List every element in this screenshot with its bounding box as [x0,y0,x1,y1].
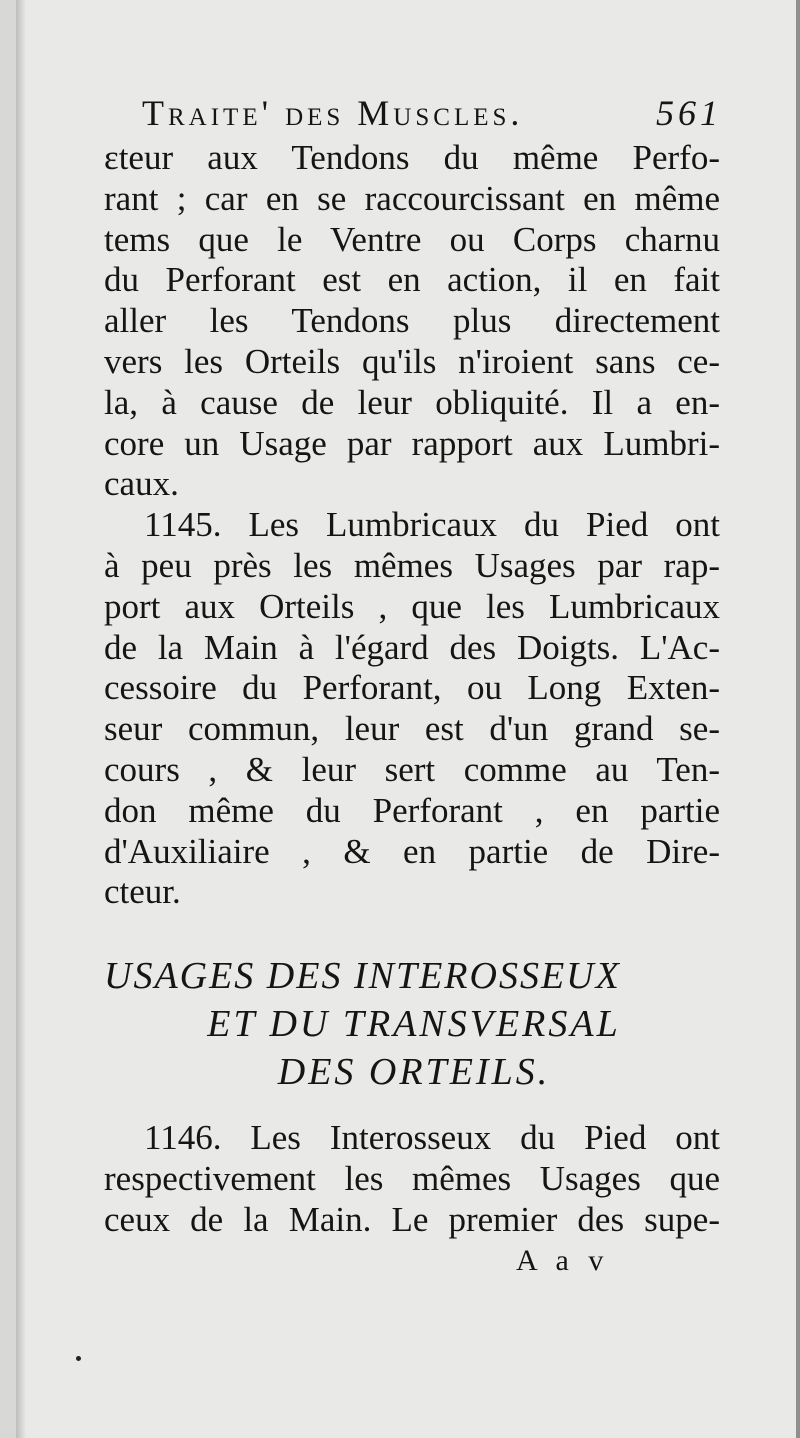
body-text [104,138,720,913]
text-line: 1145. Les Lumbricaux du Pied ont [144,505,720,545]
text-line: ɛteur aux Tendons du même Perfo- [104,138,720,177]
text-line: cessoire du Perforant, ou Long Exten- [104,668,720,708]
ink-speck [76,1356,81,1361]
text-line: la, à cause de leur obliquité. Il a en- [104,382,720,422]
text-line: cours , & leur sert comme au Ten- [104,749,720,789]
text-line: d'Auxiliaire , & en partie de Dire- [104,831,720,871]
section-heading [104,952,724,1096]
text-line: de la Main à l'égard des Doigts. L'Ac- [104,627,720,667]
text-line: à peu près les mêmes Usages par rap- [104,545,720,585]
text-line: seur commun, leur est d'un grand se- [104,709,720,749]
text-line: 1146. Les Interosseux du Pied ont [144,1118,720,1157]
text-line: caux. [104,464,179,504]
running-head-title: Traite' des Muscles. [142,93,524,133]
running-head [142,92,722,134]
text-line: don même du Perforant , en partie [104,790,720,830]
book-page [16,0,800,1438]
text-line: tems que le Ventre ou Corps charnu [104,219,720,259]
text-line: du Perforant est en action, il en fait [104,260,720,300]
text-line: rant ; car en se raccourcissant en même [104,178,720,218]
text-line: core un Usage par rapport aux Lumbri- [104,423,720,463]
page-edge [796,0,800,1438]
gutter-shadow [16,0,26,1438]
heading-line: ET DU TRANSVERSAL [207,1003,621,1045]
text-line: respectivement les mêmes Usages que [104,1158,720,1198]
heading-line: USAGES DES INTEROSSEUX [104,955,621,997]
catchword: A a v [516,1244,610,1277]
body-text-continued [104,1118,720,1240]
text-line: vers les Orteils qu'ils n'iroient sans ce- [104,341,720,381]
page-number: 561 [656,93,722,133]
heading-line: DES ORTEILS. [277,1051,551,1093]
text-line: cteur. [104,872,181,912]
text-line: port aux Orteils , que les Lumbricaux [104,586,720,626]
text-line: ceux de la Main. Le premier des supe- [104,1199,720,1239]
text-line: aller les Tendons plus directement [104,301,720,341]
